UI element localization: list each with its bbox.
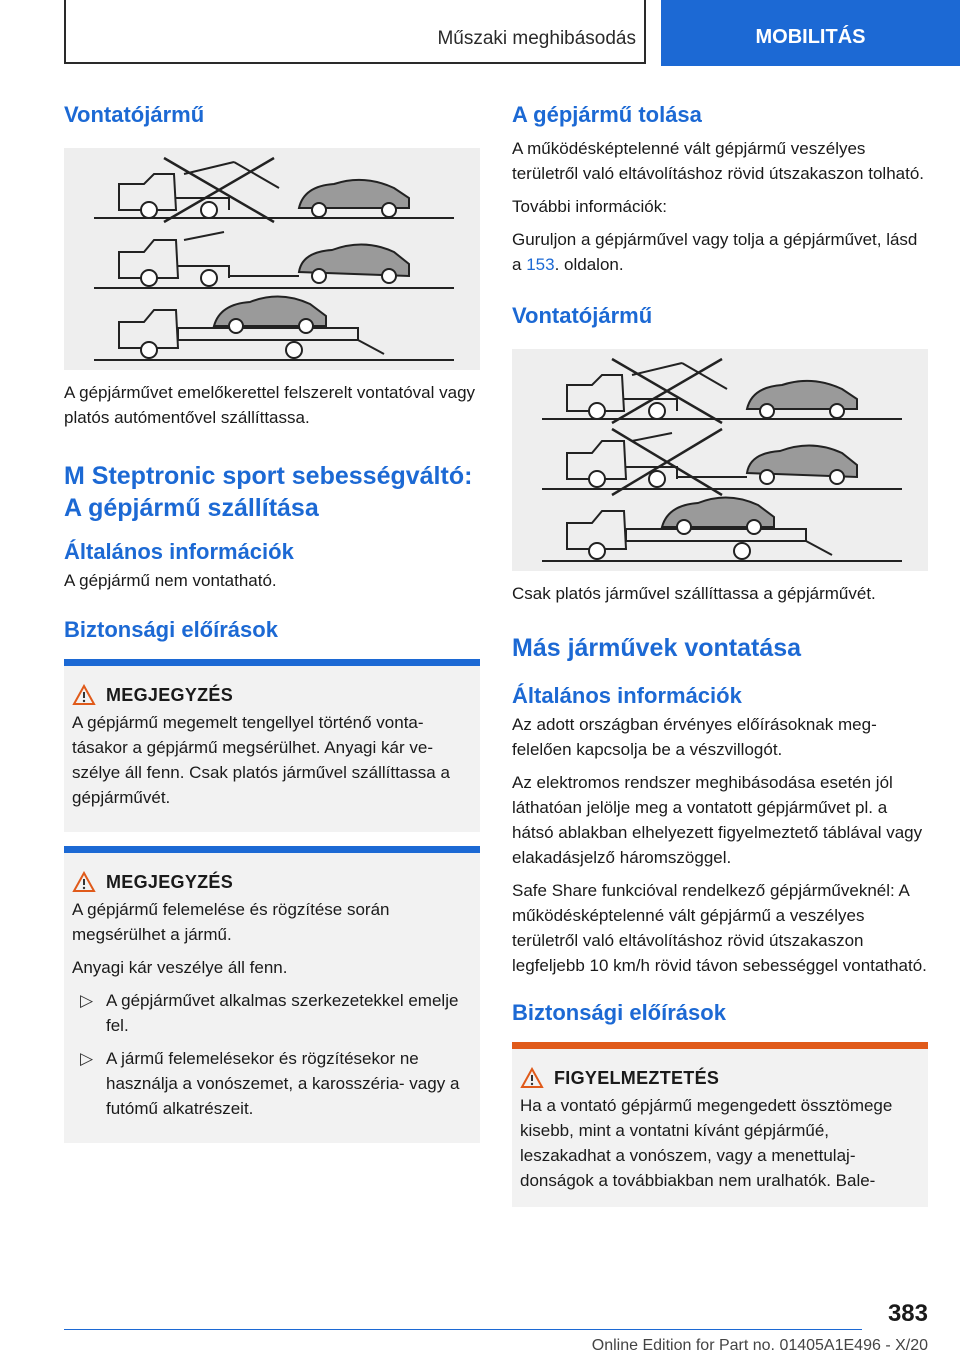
left-column (64, 100, 480, 1157)
notice-text: A gépjármű megemelt tengellyel történő vontatásakor a gépjármű megsérülhet. Anyagi kár veszélye áll fenn. Csak platós járművel szállíttassa a gépjárművét. (72, 713, 450, 807)
towing-methods-icon (512, 349, 928, 571)
chapter-tab[interactable]: MOBILITÁS (661, 0, 960, 66)
list-item (72, 1046, 472, 1121)
general-info-text: A gépjármű nem vontatható. (64, 571, 277, 590)
section-title: Műszaki meghibásodás (437, 28, 636, 49)
notice-box-2 (64, 846, 480, 1143)
triangle-bullet-icon: ▷ (80, 1049, 94, 1068)
warning-box (512, 1042, 928, 1207)
steptronic-heading: M Steptronic sport sebességváltó: A gépjármű szállítása (64, 462, 473, 522)
roll-text-body: Guruljon a gépjárművel vagy tolja a gépjárművet, lásd a (512, 230, 918, 274)
warning-text: Ha a vontató gépjármű megengedett össztömege kisebb, mint a vontatni kívánt gépjárműé, leszakadhat a vonószem, vagy a menettulajdonságok a továbbiakban nem uralhatók. Bale- (520, 1096, 893, 1190)
triangle-bullet-icon: ▷ (80, 991, 94, 1010)
warning-triangle-icon (520, 1067, 544, 1089)
other-vehicles-heading: Más járművek vontatása (512, 634, 802, 662)
tow-vehicle-heading: Vontatójármű (512, 303, 653, 328)
page-reference-link[interactable]: 153 (526, 255, 555, 274)
warning-header (520, 1067, 920, 1089)
safety-heading: Biztonsági előírások (64, 617, 278, 642)
list-item (72, 988, 472, 1038)
notice-text: Anyagi kár veszélye áll fenn. (72, 958, 288, 977)
general-info-text: Az adott országban érvényes előírásoknak megfelelően kapcsolja be a vészvillogót. (512, 715, 877, 759)
tow-caption: A gépjárművet emelőkerettel felszerelt vontatóval vagy platós autómentővel szállíttassa. (64, 383, 476, 427)
list-item-text: A gépjárművet alkalmas szerkezetekkel emelje fel. (106, 991, 459, 1035)
safety-heading: Biztonsági előírások (512, 1000, 726, 1025)
notice-title: MEGJEGYZÉS (106, 871, 234, 892)
right-column (512, 100, 928, 1221)
warning-title: FIGYELMEZTETÉS (554, 1067, 720, 1088)
tow-vehicle-heading: Vontatójármű (64, 102, 205, 127)
general-info-text: Az elektromos rendszer meghibásodása esetén jól láthatóan jelölje meg a vontatott gépjárművet pl. a hátsó ablakban elhelyezett figyelmeztető táblával vagy elakadásjelző háromszöggel. (512, 773, 923, 867)
warning-triangle-icon (72, 871, 96, 893)
push-text: A működésképtelenné vált gépjármű veszélyes területről való eltávolításhoz rövid útszakaszon tolható. (512, 139, 925, 183)
push-heading: A gépjármű tolása (512, 102, 702, 127)
warning-triangle-icon (72, 684, 96, 706)
roll-text (512, 227, 928, 277)
tow-illustration (512, 349, 928, 571)
notice-header (72, 684, 472, 706)
list-item-text: A jármű felemelésekor és rögzítésekor ne használja a vonószemet, a karosszéria- vagy a futómű alkatrészeit. (106, 1049, 460, 1118)
roll-text-suffix: . oldalon. (554, 255, 624, 274)
tow-illustration (64, 148, 480, 370)
footer-divider (64, 1329, 862, 1330)
notice-header (72, 871, 472, 893)
notice-box-1 (64, 659, 480, 832)
more-info-label: További információk: (512, 197, 667, 216)
tow-caption: Csak platós járművel szállíttassa a gépjárművét. (512, 584, 876, 603)
notice-title: MEGJEGYZÉS (106, 684, 234, 705)
edition-text: Online Edition for Part no. 01405A1E496 - X/20 (591, 1337, 928, 1354)
footer-edition (64, 1337, 928, 1355)
towing-methods-icon (64, 148, 480, 370)
general-info-heading: Általános információk (64, 539, 294, 564)
general-info-text: Safe Share funkcióval rendelkező gépjárműveknél: A működésképtelenné vált gépjármű a veszélyes területről való eltávolításhoz rövid útszakaszon legfeljebb 10 km/h rövid távon sebességgel vontatható. (512, 881, 927, 975)
general-info-heading: Általános információk (512, 683, 742, 708)
notice-list (72, 988, 472, 1121)
page-number: 383 (887, 1300, 928, 1327)
notice-text: A gépjármű felemelése és rögzítése során megsérülhet a jármű. (72, 900, 390, 944)
